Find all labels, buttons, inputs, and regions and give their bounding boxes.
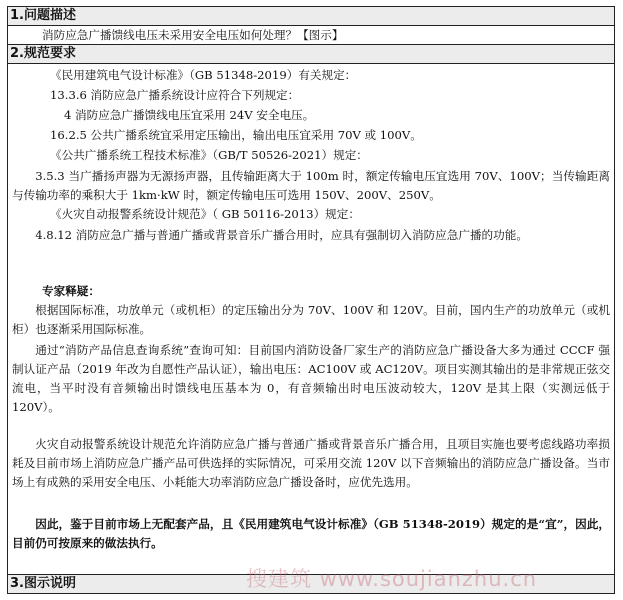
standard-3-clause: 4.8.12 消防应急广播与普通广播或背景音乐广播合用时，应具有强制切入消防应急广播的功能。	[35, 228, 528, 242]
standard-2-intro: 《公共广播系统工程技术标准》（GB/T 50526-2021）规定：	[50, 148, 368, 162]
standard-1-clause-2: 16.2.5 公共广播系统宜采用定压输出，输出电压宜采用 70V 或 100V。	[50, 128, 422, 142]
expert-paragraph-1: 根据国际标准，功放单元（或机柜）的定压输出分为 70V、100V 和 120V。目前，国内生产的功放单元（或机柜）也逐渐采用国际标准。	[12, 303, 610, 336]
divider	[8, 25, 614, 26]
standard-2-clause: 3.5.3 当广播扬声器为无源扬声器，且传输距离大于 100m 时，额定传输电压宜选用 70V、100V；当传输距离与传输功率的乘积大于 1km·kW 时，额定传输电压可选用 150V、200V、250V。	[12, 169, 610, 202]
watermark: 搜建筑 www.soujianzhu.cn	[246, 567, 538, 591]
expert-heading: 专家释疑：	[42, 284, 100, 298]
section-3-title: 3.图示说明	[10, 576, 76, 591]
divider	[8, 63, 614, 64]
standard-1-item: 4 消防应急广播馈线电压宜采用 24V 安全电压。	[64, 108, 315, 122]
expert-conclusion: 因此，鉴于目前市场上无配套产品，且《民用建筑电气设计标准》（GB 51348-2019）规定的是“宜”，因此，目前仍可按原来的做法执行。	[12, 517, 610, 550]
standard-1-intro: 《民用建筑电气设计标准》（GB 51348-2019）有关规定：	[50, 68, 357, 82]
section-1-header	[8, 7, 614, 25]
section-1-title: 1.问题描述	[10, 8, 76, 23]
expert-paragraph-2: 通过“消防产品信息查询系统”查询可知：目前国内消防设备厂家生产的消防应急广播设备大多为通过 CCCF 强制认证产品（2019 年改为自愿性产品认证），输出电压：AC100V 或 AC120V。项目实测其输出的是非常规正弦交流电，当平时没有音频输出时馈线电压基本为 0，有音频输出时电压波动较大，120V 是其上限（实测远低于 120V）。	[12, 343, 610, 414]
document-table	[7, 6, 615, 594]
section-2-title: 2.规范要求	[10, 46, 76, 61]
question-text: 消防应急广播馈线电压未采用安全电压如何处理？【图示】	[42, 28, 344, 42]
standard-1-clause: 13.3.6 消防应急广播系统设计应符合下列规定：	[50, 88, 300, 102]
expert-paragraph-3: 火灾自动报警系统设计规范允许消防应急广播与普通广播或背景音乐广播合用，且项目实施也要考虑线路功率损耗及目前市场上消防应急广播产品可供选择的实际情况，可采用交流 120V 以下音频输出的消防应急广播设备。当市场上有成熟的采用安全电压、小耗能大功率消防应急广播设备时，应优先选用。	[12, 437, 610, 489]
standard-3-intro: 《火灾自动报警系统设计规范》（ GB 50116-2013）规定：	[50, 207, 360, 221]
section-2-header	[8, 45, 614, 63]
